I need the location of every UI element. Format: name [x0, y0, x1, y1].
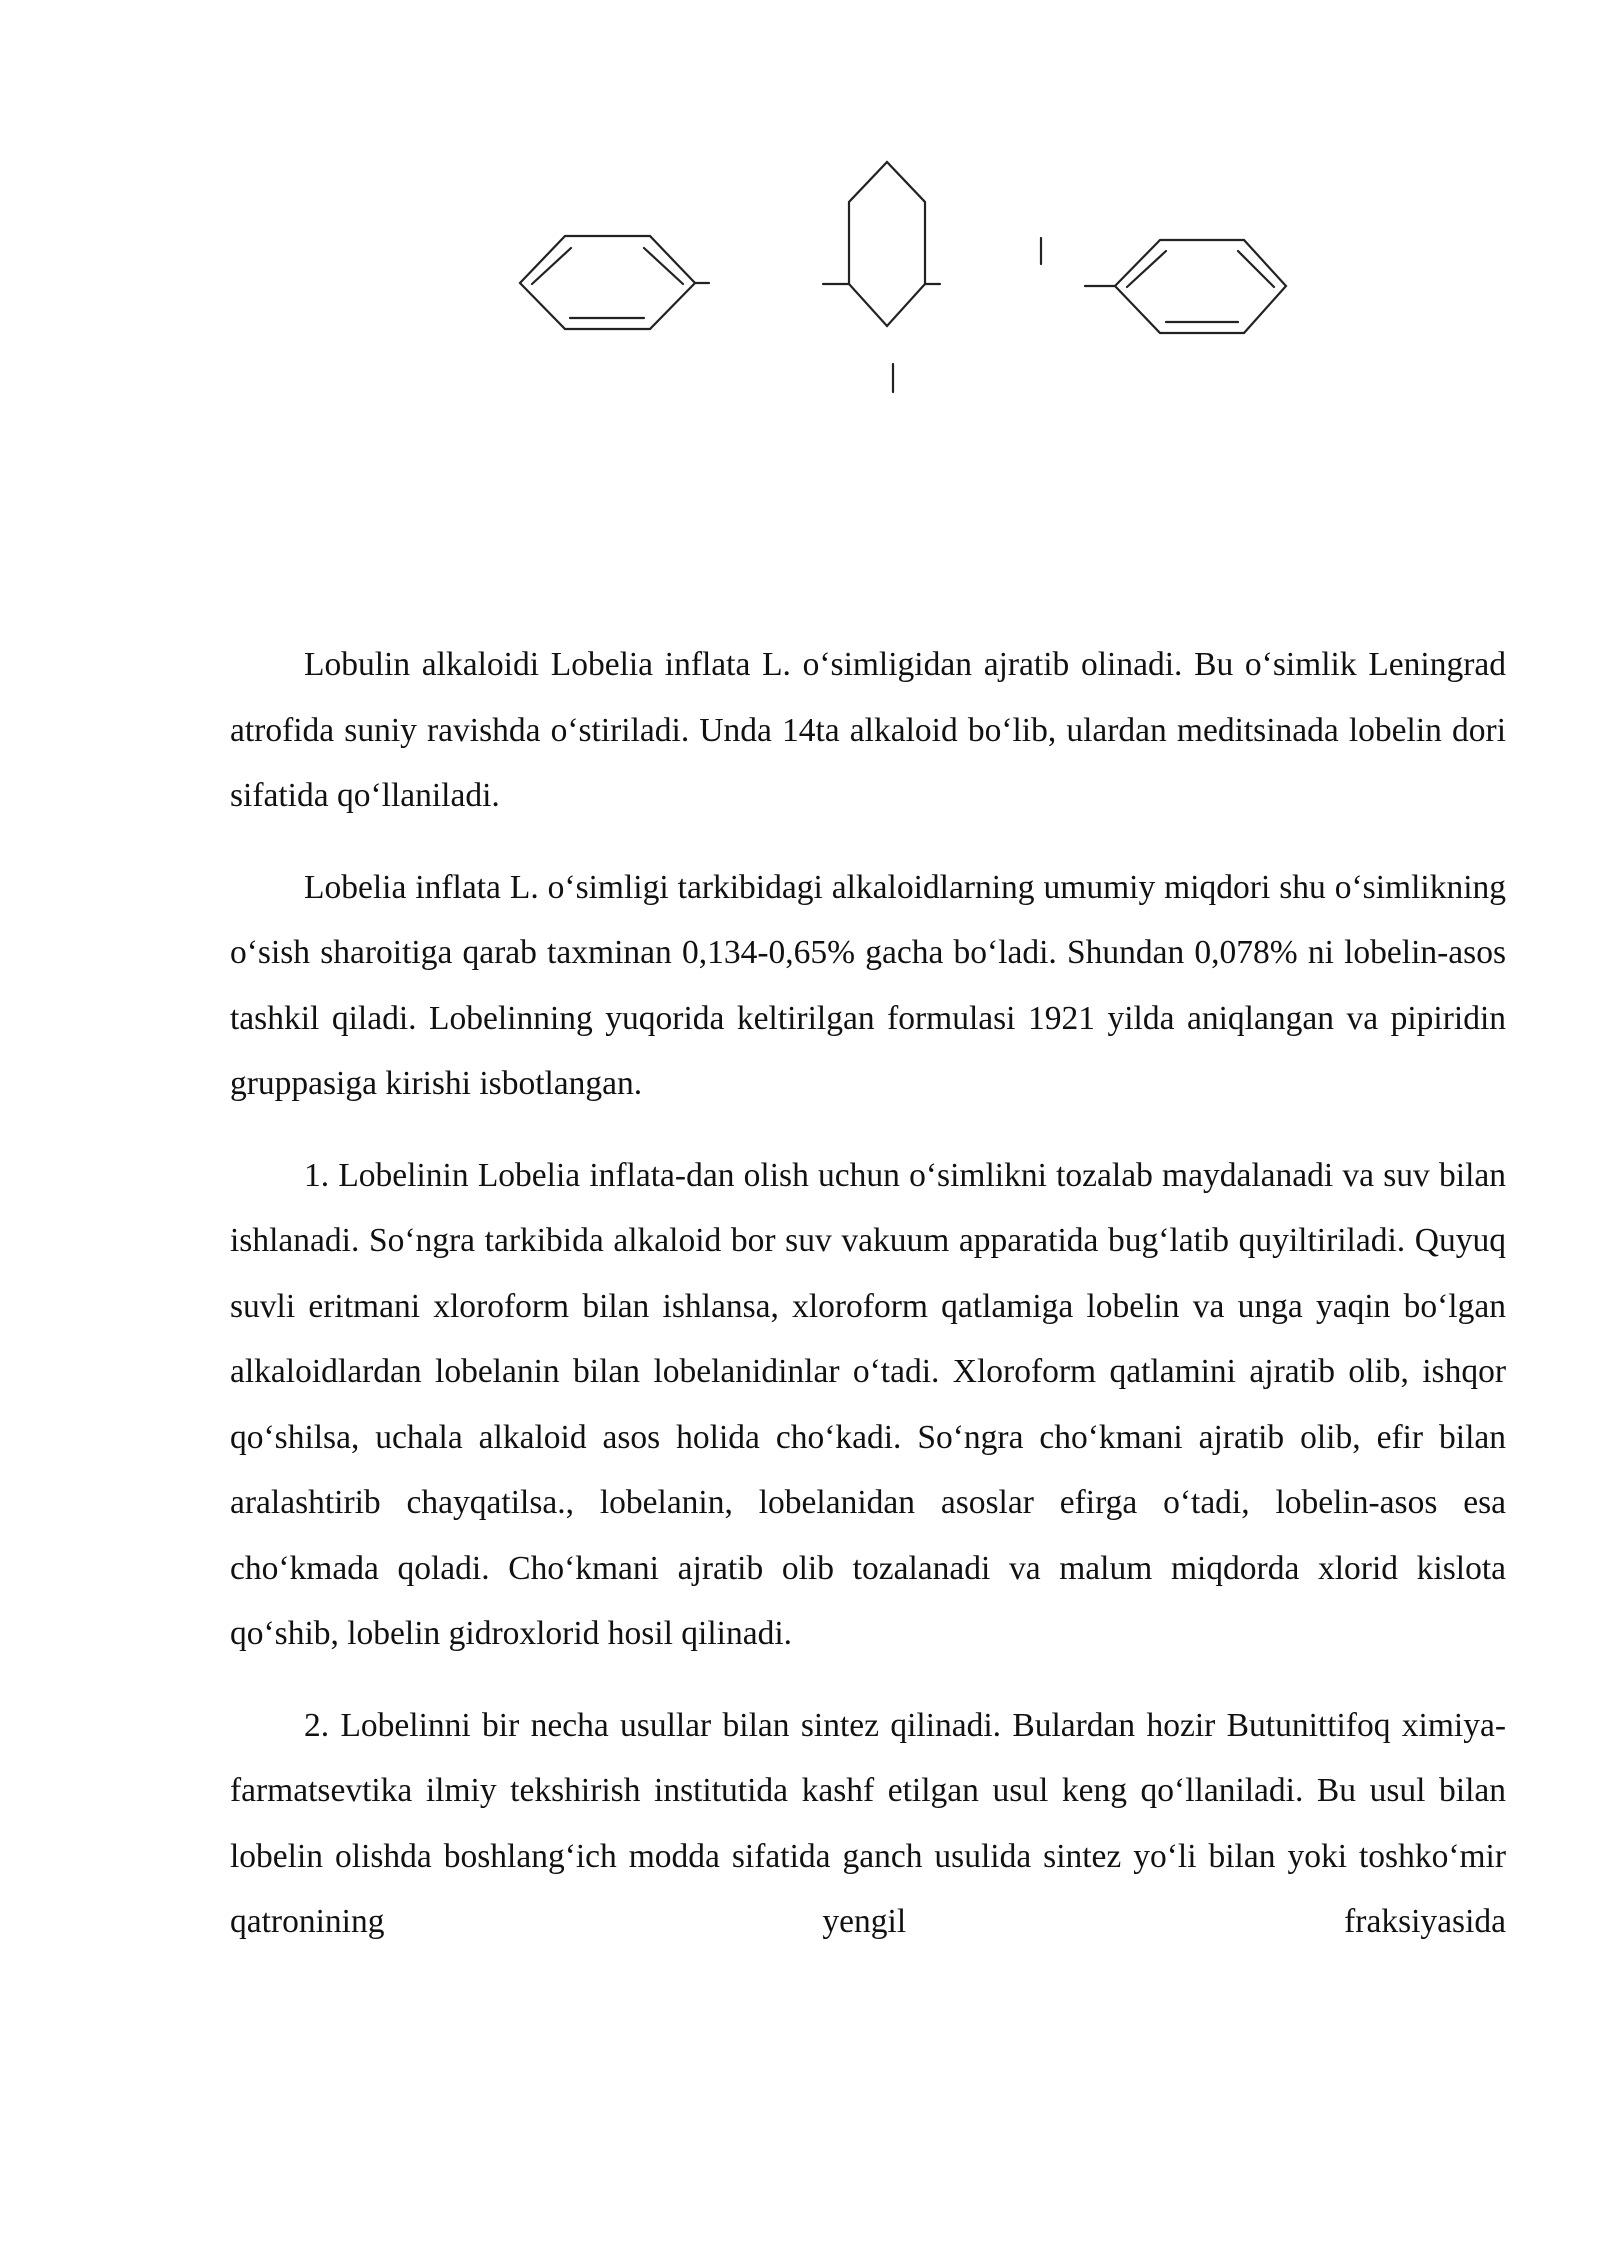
paragraph-lobulin-source: Lobulin alkaloidi Lobelia inflata L. o‘simligidan ajratib olinadi. Bu o‘simlik Leningrad atrofida suniy ravishda o‘stiriladi. Unda 14ta alkaloid bo‘lib, ulardan meditsinada lobelin dori sifatida qo‘llaniladi. — [230, 646, 1506, 814]
right-benzene-ring — [1115, 240, 1286, 333]
lobelin-structural-formula — [0, 0, 1600, 420]
paragraph-alkaloid-content: Lobelia inflata L. o‘simligi tarkibidagi alkaloidlarning umumiy miqdori shu o‘simlikning o‘sish sharoitiga qarab taxminan 0,134-0,65% gacha bo‘ladi. Shundan 0,078% ni lobelin-asos tashkil qiladi. Lobelinning yuqorida keltirilgan formulasi 1921 yilda aniqlangan va pipiridin gruppasiga kirishi isbotlangan. — [230, 868, 1506, 1102]
paragraph-synthesis-method: 2. Lobelinni bir necha usullar bilan sintez qilinadi. Bulardan hozir Butunittifoq ximiya-farmatsevtika ilmiy tekshirish institutida kashf etilgan usul keng qo‘llaniladi. Bu usul bilan lobelin olishda boshlang‘ich modda sifatida ganch usulida sintez yo‘li bilan yoki toshko‘mir qatronining yengil fraksiyasida — [230, 1706, 1506, 1940]
piperidine-ring — [849, 162, 925, 326]
left-benzene-ring — [520, 236, 695, 329]
document-body — [230, 632, 1506, 1955]
paragraph-extraction-method: 1. Lobelinin Lobelia inflata-dan olish uchun o‘simlikni tozalab maydalanadi va suv bilan ishlanadi. So‘ngra tarkibida alkaloid bor suv vakuum apparatida bug‘latib quyiltiriladi. Quyuq suvli eritmani xloroform bilan ishlansa, xloroform qatlamiga lobelin va unga yaqin bo‘lgan alkaloidlardan lobelanin bilan lobelanidinlar o‘tadi. Xloroform qatlamini ajratib olib, ishqor qo‘shilsa, uchala alkaloid asos holida cho‘kadi. So‘ngra cho‘kmani ajratib olib, efir bilan aralashtirib chayqatilsa., lobelanin, lobelanidan asoslar efirga o‘tadi, lobelin-asos esa cho‘kmada qoladi. Cho‘kmani ajratib olib tozalanadi va malum miqdorda xlorid kislota qo‘shib, lobelin gidroxlorid hosil qilinadi. — [230, 1156, 1506, 1652]
